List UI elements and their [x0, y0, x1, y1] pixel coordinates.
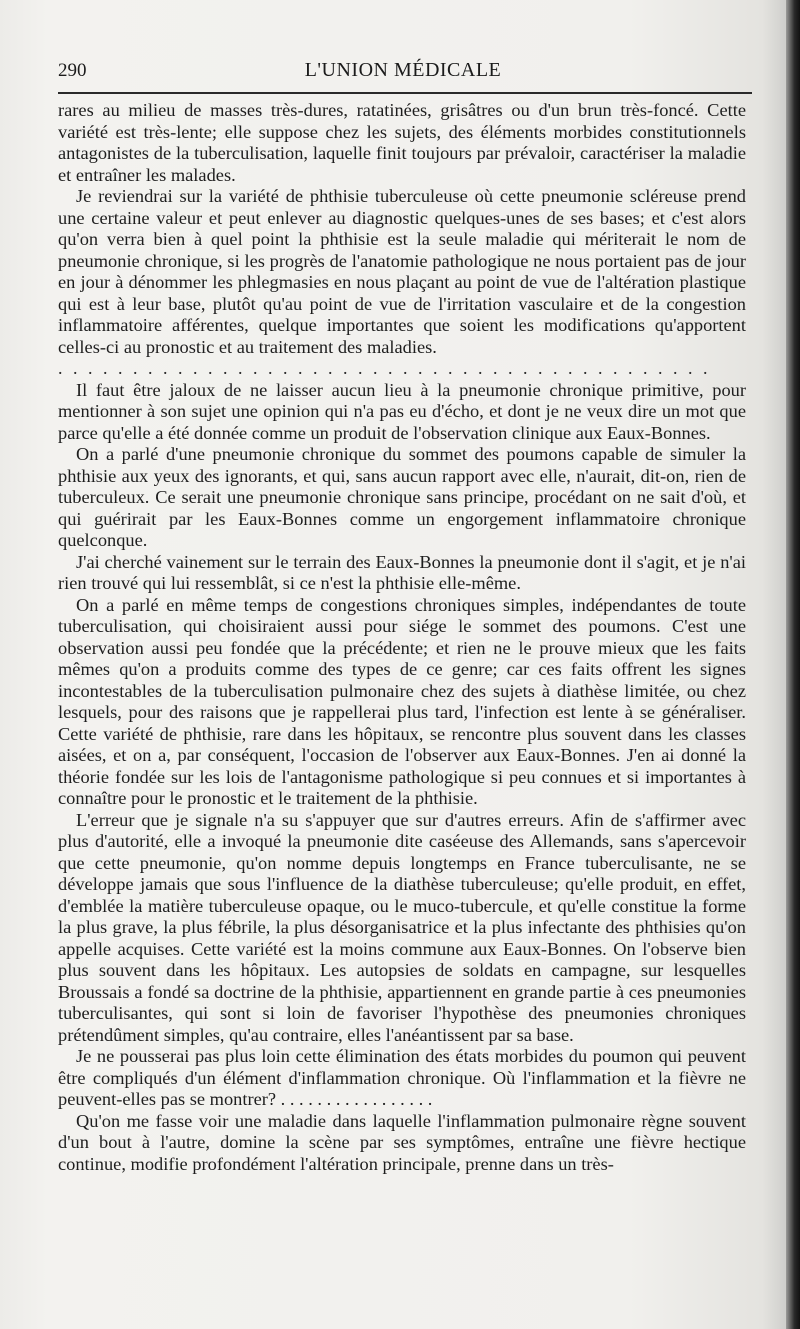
- page-header: [58, 56, 748, 84]
- page-number: 290: [58, 60, 87, 81]
- section-separator: . . . . . . . . . . . . . . . . . . . . . . . . . . . . . . . . . . . . . . . . . . . .: [58, 358, 711, 378]
- paragraph-7: L'erreur que je signale n'a su s'appuyer que sur d'autres erreurs. Afin de s'affirmer avec plus d'autorité, elle a invoqué la pneumonie dite caséeuse des Allemands, sans s'apercevoir que cette pneumonie, qu'on nomme depuis longtemps en France tuberculisante, ne se développe jamais que sous l'influence de la diathèse tuberculeuse; qu'elle produit, en effet, d'emblée la matière tuberculeuse opaque, ou le muco-tubercule, et qu'elle constitue la forme la plus grave, la plus fébrile, la plus désorganisatrice et la plus infectante des phthisies qu'on appelle acquises. Cette variété est la moins commune aux Eaux-Bonnes. On l'observe bien plus souvent dans les hôpitaux. Les autopsies de soldats en campagne, sur lesquelles Broussais a fondé sa doctrine de la phthisie, appartiennent en grande partie à ces pneumonies tuberculisantes, qui sont si loin de favoriser l'hypothèse des pneumonies chroniques prétendûment simples, qu'au contraire, elles l'anéantissent par sa base.: [58, 809, 746, 1045]
- paragraph-5: J'ai cherché vainement sur le terrain des Eaux-Bonnes la pneumonie dont il s'agit, et je n'ai rien trouvé qui lui ressemblât, si ce n'est la phthisie elle-même.: [58, 551, 746, 593]
- paragraph-8: Je ne pousserai pas plus loin cette élimination des états morbides du poumon qui peuvent être compliqués d'un élément d'inflammation chronique. Où l'inflammation et la fièvre ne peuvent-elles pas se montrer? . . . . . . . . . . . . . . . . .: [58, 1046, 746, 1109]
- paragraph-4: On a parlé d'une pneumonie chronique du sommet des poumons capable de simuler la phthisie aux yeux des ignorants, et qui, sans aucun rapport avec elle, n'aurait, dit-on, rien de tuberculeux. Ce serait une pneumonie chronique sans principe, procédant on ne sait d'où, et qui guérirait par les Eaux-Bonnes comme un engorgement inflammatoire chronique quelconque.: [58, 444, 746, 550]
- page-edge-shadow: [786, 0, 800, 1329]
- article-body: [58, 100, 746, 1175]
- header-rule: [58, 92, 752, 94]
- paragraph-9: Qu'on me fasse voir une maladie dans laquelle l'inflammation pulmonaire règne souvent d'un bout à l'autre, domine la scène par ses symptômes, entraîne une fièvre hectique continue, modifie profondément l'altération principale, prenne dans un très-: [58, 1110, 746, 1174]
- paragraph-2: Je reviendrai sur la variété de phthisie tuberculeuse où cette pneumonie scléreuse prend une certaine valeur et peut enlever au diagnostic quelques-unes de ses bases; et c'est alors qu'on verra bien à quel point la phthisie est la seule maladie qui mériterait le nom de pneumonie chronique, si les progrès de l'anatomie pathologique ne nous portaient pas de jour en jour à dénommer les phlegmasies en nous plaçant au point de vue de l'altération plastique qui est à leur base, plutôt qu'au point de vue de l'irritation vasculaire et de la congestion inflammatoire afférentes, quelque importantes que soient les modifications qu'apportent celles-ci au pronostic et au traitement des maladies.: [58, 186, 746, 357]
- running-title: L'UNION MÉDICALE: [304, 59, 502, 81]
- paragraph-6: On a parlé en même temps de congestions chroniques simples, indépendantes de toute tuberculisation, qui choisiraient aussi pour siége le sommet des poumons. C'est une observation aussi peu fondée que la précédente; et rien ne le prouve mieux que les faits mêmes qu'on a produits comme des types de ce genre; car ces faits offrent les signes incontestables de la tuberculisation pulmonaire chez des sujets à diathèse limitée, ou chez lesquels, pour des raisons que je rappellerai plus tard, l'infection est lente à se généraliser. Cette variété de phthisie, rare dans les hôpitaux, se rencontre plus souvent dans les classes aisées, et on a, par conséquent, l'occasion de l'observer aux Eaux-Bonnes. J'en ai donné la théorie fondée sur les lois de l'antagonisme pathologique si peu connues et si importantes à connaître pour le pronostic et le traitement de la phthisie.: [58, 594, 746, 808]
- paragraph-3: Il faut être jaloux de ne laisser aucun lieu à la pneumonie chronique primitive, pour mentionner à son sujet une opinion qui n'a pas eu d'écho, et dont je ne veux dire un mot que parce qu'elle a été donnée comme un produit de l'observation clinique aux Eaux-Bonnes.: [58, 379, 746, 443]
- paragraph-1: rares au milieu de masses très-dures, ratatinées, grisâtres ou d'un brun très-foncé. Cette variété est très-lente; elle suppose chez les sujets, des éléments morbides constitutionnels antagonistes de la tuberculisation, laquelle finit toujours par prévaloir, caractériser la maladie et entraîner les malades.: [58, 100, 746, 185]
